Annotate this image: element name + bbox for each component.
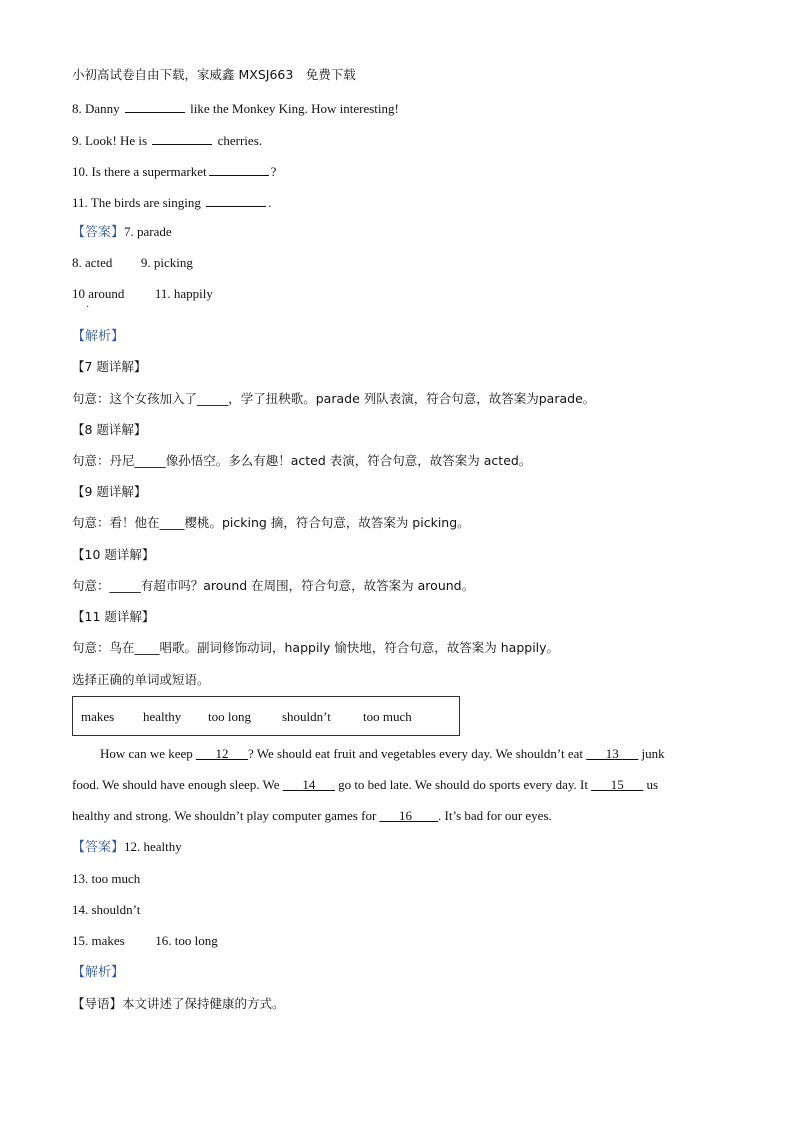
answer-13: 13. too much (72, 871, 141, 886)
analysis-7-head: 【7 题详解】 (72, 359, 147, 374)
page-header: 小初高试卷自由下载，家威鑫 MXSJ663 免费下载 (72, 67, 356, 82)
analysis-8-text: 句意：丹尼_____像孙悟空。多么有趣！acted 表演，符合句意，故答案为 acted。 (72, 453, 532, 468)
blank-15: ___15___ (591, 777, 644, 792)
analysis-9-head: 【9 题详解】 (72, 484, 147, 499)
blank-16: ___16____ (379, 808, 439, 823)
question-11: 11. The birds are singing . (72, 192, 271, 212)
analysis-10-head: 【10 题详解】 (72, 547, 155, 562)
passage-line-3: healthy and strong. We shouldn’t play computer games for ___16____. It’s bad for our eyes. (72, 808, 552, 823)
word-bank-box (72, 696, 460, 736)
question-10: 10. Is there a supermarket ? (72, 161, 276, 181)
answer-row-10-11: 10 around 11. happily (72, 286, 213, 301)
word-bank-item: shouldn’t (282, 709, 331, 724)
blank-14: ___14___ (282, 777, 335, 792)
guide-text: 本文讲述了保持健康的方式。 (122, 996, 285, 1011)
word-bank-item: too much (363, 709, 412, 724)
question-9: 9. Look! He is cherries. (72, 130, 262, 150)
guide-line (72, 995, 285, 1013)
answer-row-8-9: 8. acted 9. picking (72, 255, 193, 270)
stray-dot: · (86, 302, 90, 313)
guide-label: 【导语】 (72, 996, 123, 1011)
answer-blank (206, 192, 266, 207)
analysis-label-2: 【解析】 (72, 965, 125, 980)
analysis-11-text: 句意：鸟在____唱歌。副词修饰动词，happily 愉快地，符合句意，故答案为 happily。 (72, 640, 560, 655)
analysis-label-1: 【解析】 (72, 329, 125, 344)
blank-13: ___13___ (586, 746, 639, 761)
blank-12: ___12___ (196, 746, 249, 761)
instruction: 选择正确的单词或短语。 (72, 672, 210, 687)
answer-row-15-16: 15. makes 16. too long (72, 933, 218, 948)
answer-blank (152, 130, 212, 145)
analysis-11-head: 【11 题详解】 (72, 609, 155, 624)
answer-label: 【答案】 (72, 840, 125, 855)
analysis-7-text: 句意：这个女孩加入了_____，学了扭秧歌。parade 列队表演，符合句意，故答案为parade。 (72, 391, 596, 406)
word-bank-item: makes (81, 709, 115, 724)
answer-section-2: 【答案】12. healthy (72, 839, 182, 855)
word-bank-item: healthy (143, 709, 182, 724)
analysis-8-head: 【8 题详解】 (72, 422, 147, 437)
answer-blank (209, 161, 269, 176)
answer-blank (125, 98, 185, 113)
analysis-9-text: 句意：看！他在____樱桃。picking 摘，符合句意，故答案为 picking。 (72, 515, 470, 530)
answer-section-1: 【答案】7. parade (72, 224, 172, 240)
passage-line-1: How can we keep ___12___? We should eat fruit and vegetables every day. We shouldn’t eat ___13___ junk (100, 746, 665, 761)
question-8: 8. Danny like the Monkey King. How interesting! (72, 98, 399, 118)
word-bank-item: too long (208, 709, 251, 724)
answer-14: 14. shouldn’t (72, 902, 141, 917)
answer-label: 【答案】 (72, 225, 125, 240)
analysis-10-text: 句意：_____有超市吗？around 在周围，符合句意，故答案为 around。 (72, 578, 475, 593)
passage-line-2: food. We should have enough sleep. We ___14___ go to bed late. We should do sports every day. It ___15___ us (72, 777, 659, 792)
